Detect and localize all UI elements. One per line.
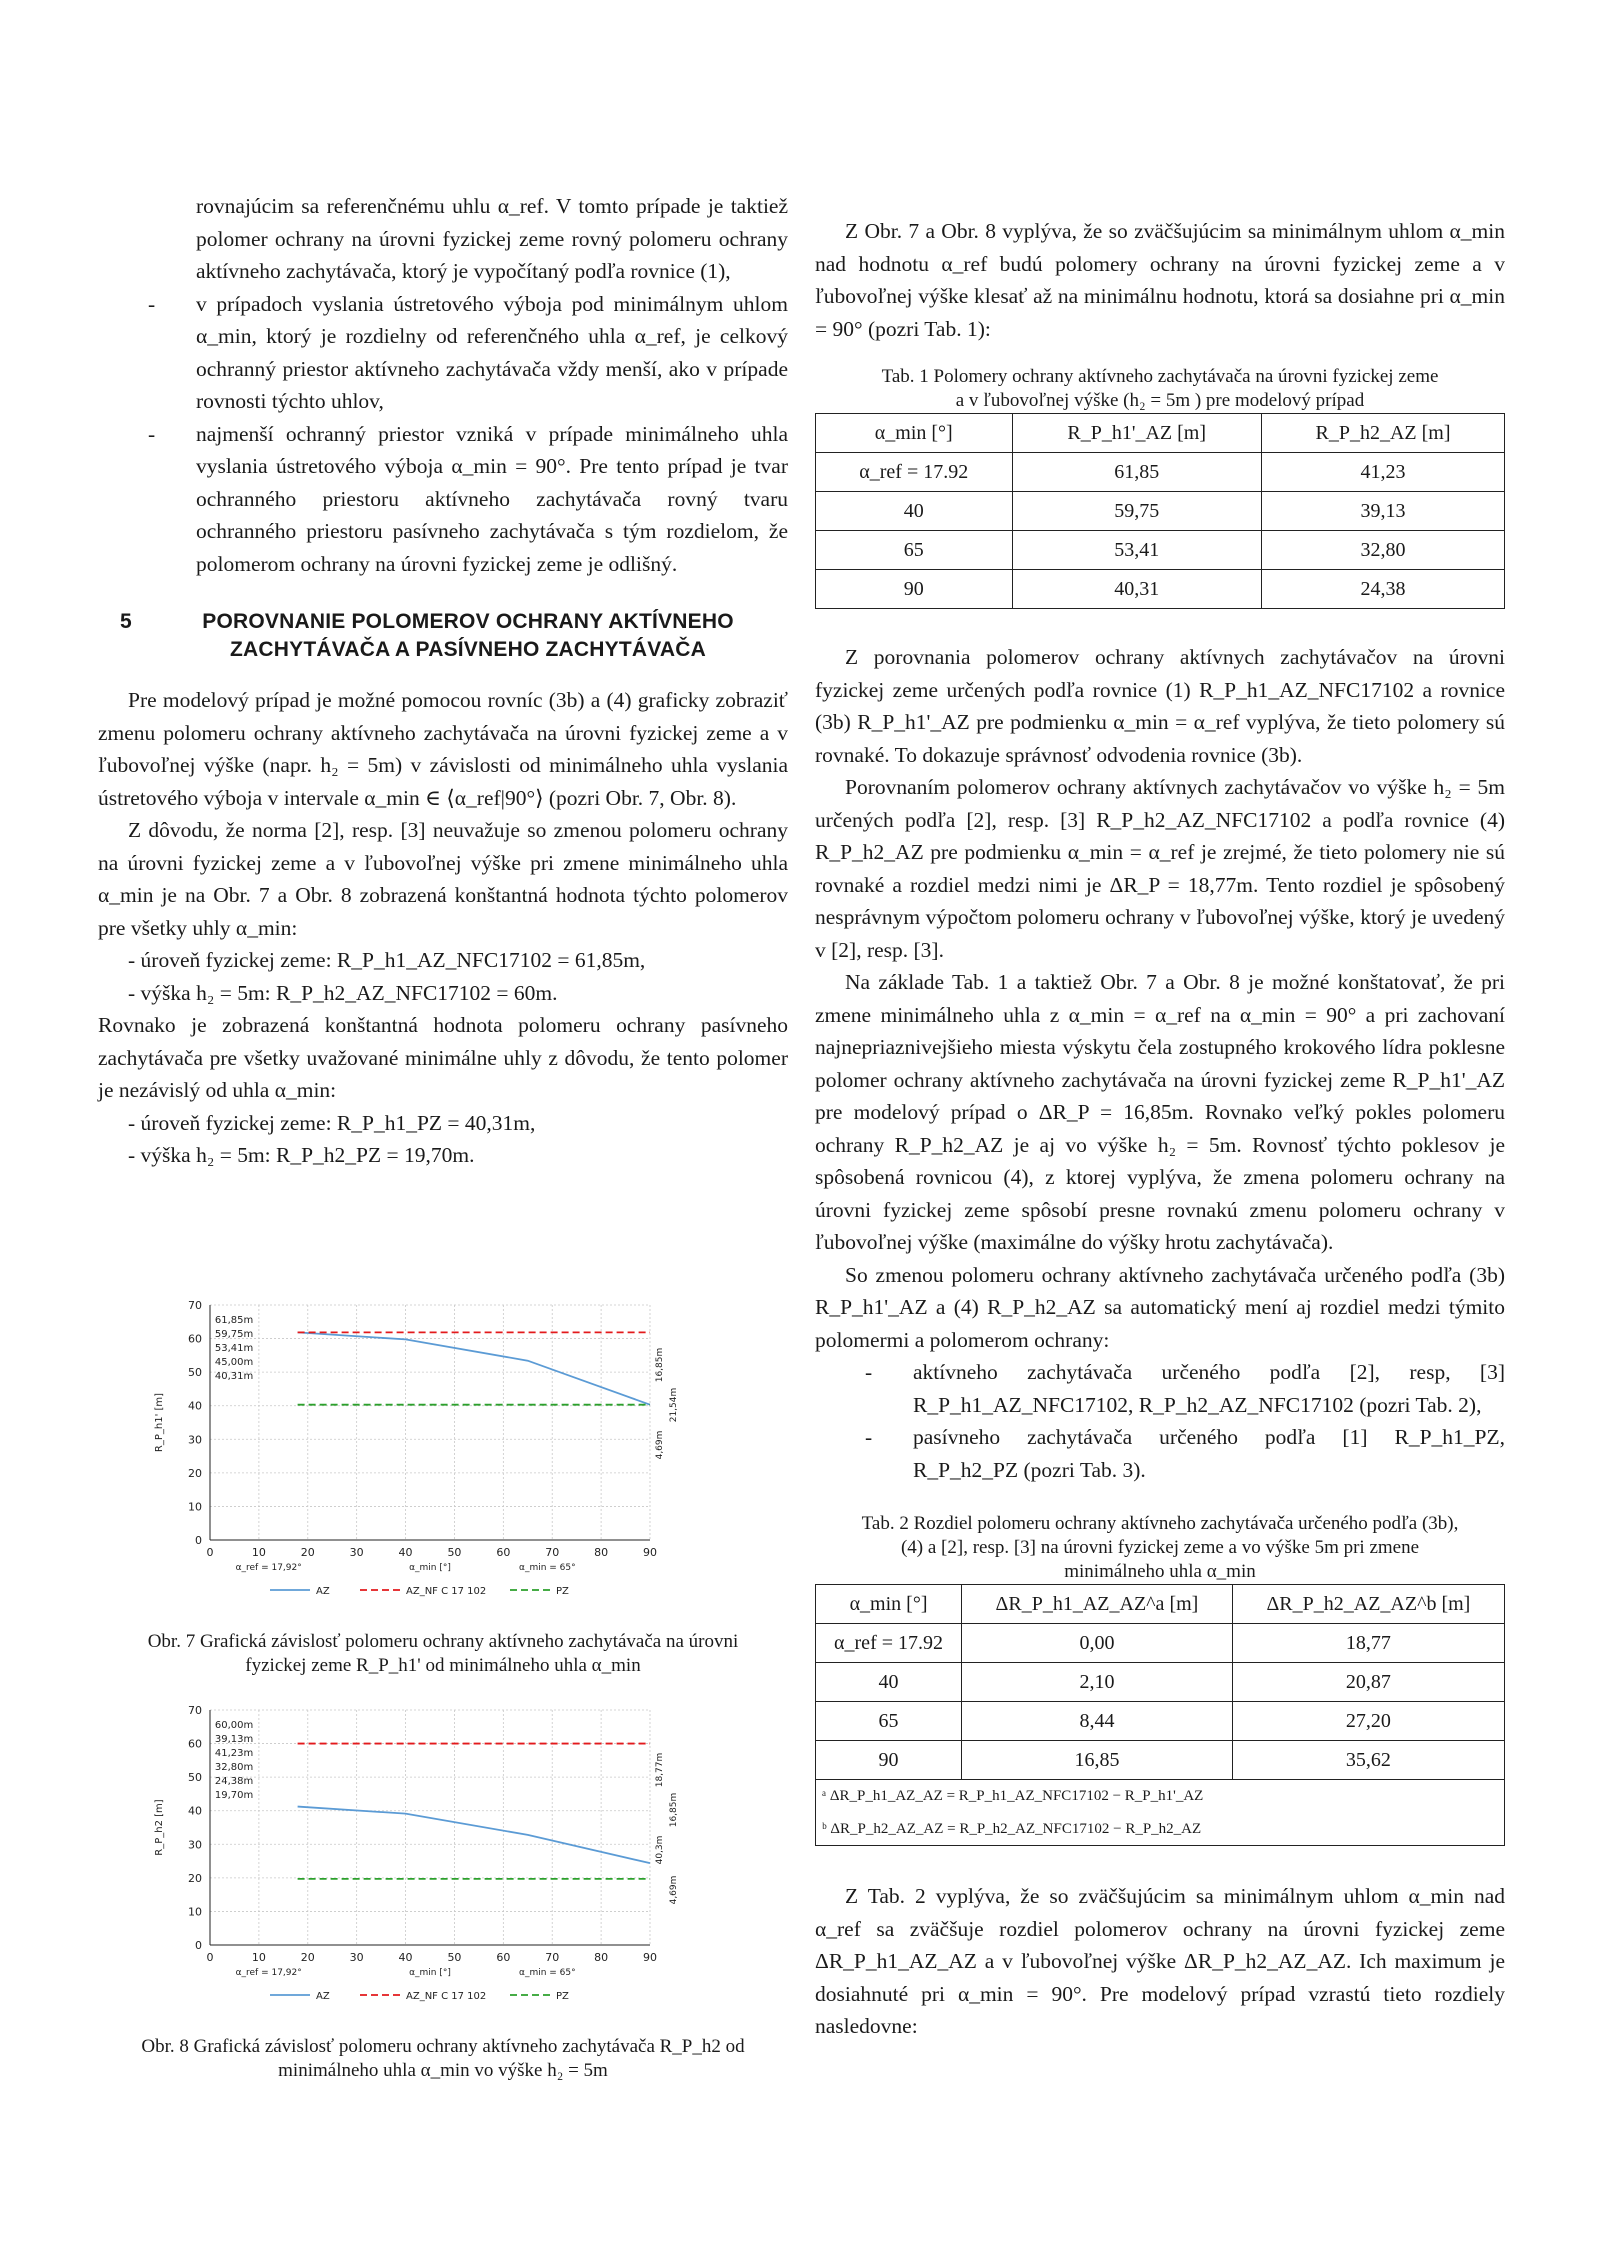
bullet-item bbox=[815, 1356, 1505, 1421]
paragraph: Na základe Tab. 1 a taktiež Obr. 7 a Obr. 8 je možné konštatovať, že pri zmene minimálneho uhla z α_min = α_ref na α_min = 90° a pri zachovaní najnepriaznivejšieho miesta výskytu čela zostupného krokového lídra poklesne polomer ochrany aktívneho zachytávača na úrovni fyzickej zeme R_P_h1'_AZ pre modelový prípad o ΔR_P = 16,85m. Rovnako veľký pokles polomeru ochrany R_P_h2_AZ je aj vo výške h₂ = 5m. Rovnosť týchto poklesov je spôsobená rovnicou (4), z ktorej vyplýva, že zmena polomeru ochrany na úrovni fyzickej zeme spôsobí presne rovnakú zmenu polomeru ochrany v ľubovoľnej výške (maximálne do výšky hrotu zachytávača). bbox=[815, 970, 1505, 1254]
table-1 bbox=[815, 413, 1505, 609]
table-cell: 24,38 bbox=[1261, 570, 1504, 609]
x-annotation: α_ref = 17,92° bbox=[235, 1968, 302, 1978]
table-cell: 20,87 bbox=[1232, 1663, 1504, 1702]
figure-7-caption bbox=[98, 1630, 788, 1678]
value-label: 60,00m bbox=[214, 1720, 254, 1731]
dimension-label: 4,69m bbox=[669, 1875, 679, 1905]
x-tick-label: 30 bbox=[349, 1546, 364, 1559]
table-cell: 40 bbox=[816, 492, 1013, 531]
x-annotation: α_ref = 17,92° bbox=[235, 1563, 302, 1573]
table-footnote: ᵃ ΔR_P_h1_AZ_AZ = R_P_h1_AZ_NFC17102 − R_P_h1'_AZ bbox=[816, 1780, 1505, 1813]
series-line bbox=[298, 1807, 650, 1864]
y-tick-label: 70 bbox=[188, 1299, 202, 1312]
caption-line: minimálneho uhla α_min bbox=[1064, 1561, 1256, 1582]
y-tick-label: 20 bbox=[188, 1466, 202, 1480]
table-cell: 53,41 bbox=[1012, 531, 1261, 570]
bullet-item bbox=[98, 418, 788, 581]
caption-line: (4) a [2], resp. [3] na úrovni fyzickej zeme a vo výške 5m pri zmene bbox=[900, 1537, 1420, 1558]
table-header-row bbox=[816, 1585, 1505, 1624]
caption-line: Tab. 2 Rozdiel polomeru ochrany aktívneho zachytávača určeného podľa (3b), bbox=[861, 1513, 1459, 1534]
dimension-label: 40,3m bbox=[655, 1835, 665, 1865]
y-axis-label: R_P_h2 [m] bbox=[154, 1799, 165, 1856]
table-header-cell: R_P_h2_AZ [m] bbox=[1261, 414, 1504, 453]
x-tick-label: 0 bbox=[206, 1951, 214, 1964]
y-tick-label: 0 bbox=[195, 1939, 202, 1952]
paragraph: Z Tab. 2 vyplýva, že so zväčšujúcim sa minimálnym uhlom α_min nad α_ref sa zväčšuje rozdiel polomerov ochrany na úrovni fyzickej zeme ΔR_P_h1_AZ_AZ a v ľubovoľnej výške ΔR_P_h2_AZ_AZ. Ich maximum je dosiahnuté pri α_min = 90°. Pre modelový prípad vzrastú tieto rozdiely nasledovne: bbox=[815, 1884, 1505, 2038]
y-tick-label: 30 bbox=[188, 1838, 202, 1852]
x-annotation: α_min = 65° bbox=[519, 1968, 576, 1978]
table-cell: 90 bbox=[816, 570, 1013, 609]
section-heading bbox=[98, 608, 788, 670]
x-axis-label: α_min [°] bbox=[409, 1968, 451, 1978]
bullet-item bbox=[815, 1421, 1505, 1486]
table-header-cell: α_min [°] bbox=[816, 1585, 962, 1624]
table-row bbox=[816, 453, 1505, 492]
table-header-cell: ΔR_P_h2_AZ_AZ^b [m] bbox=[1232, 1585, 1504, 1624]
bullet-text: aktívneho zachytávača určeného podľa [2], resp, [3] R_P_h1_AZ_NFC17102, R_P_h2_AZ_NFC17102 (pozri Tab. 2), bbox=[913, 1360, 1505, 1417]
value-label: 53,41m bbox=[214, 1343, 254, 1354]
table-footnote: ᵇ ΔR_P_h2_AZ_AZ = R_P_h2_AZ_NFC17102 − R_P_h2_AZ bbox=[816, 1813, 1505, 1846]
y-tick-label: 10 bbox=[188, 1905, 202, 1919]
legend-label: AZ_NF C 17 102 bbox=[406, 1586, 487, 1597]
y-tick-label: 10 bbox=[188, 1500, 202, 1514]
table-cell: 16,85 bbox=[962, 1741, 1233, 1780]
value-label: 40,31m bbox=[214, 1371, 254, 1382]
figure-8-chart bbox=[140, 1700, 700, 2025]
table-row bbox=[816, 570, 1505, 609]
x-axis-label: α_min [°] bbox=[409, 1563, 451, 1573]
y-tick-label: 30 bbox=[188, 1433, 202, 1447]
equation-line: - výška h₂ = 5m: R_P_h2_AZ_NFC17102 = 60m. bbox=[128, 980, 558, 1005]
value-label: 45,00m bbox=[214, 1357, 254, 1368]
right-column bbox=[815, 190, 1505, 2043]
table-footnote-row bbox=[816, 1780, 1505, 1813]
paragraph: Pre modelový prípad je možné pomocou rovníc (3b) a (4) graficky zobraziť zmenu polomeru ochrany aktívneho zachytávača na úrovni fyzickej zeme a v ľubovoľnej výške (napr. h₂ = 5m) v závislosti od minimálneho uhla vyslania ústretového výboja v intervale α_min ∈ ⟨α_ref|90°⟩ (pozri Obr. 7, Obr. 8). bbox=[98, 688, 788, 810]
table-2 bbox=[815, 1584, 1505, 1846]
x-tick-label: 10 bbox=[251, 1951, 266, 1964]
table-row bbox=[816, 492, 1505, 531]
paragraph: Z Obr. 7 a Obr. 8 vyplýva, že so zväčšujúcim sa minimálnym uhlom α_min nad hodnotu α_ref budú polomery ochrany na úrovni fyzickej zeme a v ľubovoľnej výške klesať až na minimálnu hodnotu, ktorá sa dosiahne pri α_min = 90° (pozri Tab. 1): bbox=[815, 219, 1505, 341]
y-tick-label: 40 bbox=[188, 1804, 202, 1818]
x-tick-label: 20 bbox=[300, 1951, 315, 1964]
legend-label: AZ bbox=[316, 1991, 330, 2002]
bullet-intro-text: rovnajúcim sa referenčnému uhlu α_ref. V tomto prípade je taktiež polomer ochrany na úrovni fyzickej zeme rovný polomeru ochrany aktívneho zachytávača, ktorý je vypočítaný podľa rovnice (1), bbox=[196, 194, 788, 283]
bullet-text: najmenší ochranný priestor vzniká v prípade minimálneho uhla vyslania ústretového výboja α_min = 90°. Pre tento prípad je tvar ochranného priestoru aktívneho zachytávača rovný tvaru ochranného priestoru pasívneho zachytávača s tým rozdielom, že polomerom ochrany na úrovni fyzickej zeme je odlišný. bbox=[196, 421, 788, 576]
bullet-text: pasívneho zachytávača určeného podľa [1] R_P_h1_PZ, R_P_h2_PZ (pozri Tab. 3). bbox=[913, 1425, 1505, 1482]
equation-line: - úroveň fyzickej zeme: R_P_h1_AZ_NFC17102 = 61,85m, bbox=[128, 948, 646, 972]
table-cell: α_ref = 17.92 bbox=[816, 1624, 962, 1663]
table-cell: 65 bbox=[816, 531, 1013, 570]
table-footnote-row bbox=[816, 1813, 1505, 1846]
table-cell: 61,85 bbox=[1012, 453, 1261, 492]
table-row bbox=[816, 1663, 1505, 1702]
caption-line: fyzickej zeme R_P_h1' od minimálneho uhla α_min bbox=[245, 1655, 641, 1676]
x-tick-label: 40 bbox=[398, 1546, 413, 1559]
y-tick-label: 40 bbox=[188, 1399, 202, 1413]
value-label: 39,13m bbox=[214, 1734, 254, 1745]
paragraph: Z porovnania polomerov ochrany aktívnych zachytávačov na úrovni fyzickej zeme určených podľa rovnice (1) R_P_h1_AZ_NFC17102 a rovnice (3b) R_P_h1'_AZ pre podmienku α_min = α_ref vyplýva, že tieto polomery sú rovnaké. To dokazuje správnosť odvodenia rovnice (3b). bbox=[815, 645, 1505, 767]
value-label: 19,70m bbox=[214, 1790, 254, 1801]
x-annotation: α_min = 65° bbox=[519, 1563, 576, 1573]
table-cell: 90 bbox=[816, 1741, 962, 1780]
table-1-caption bbox=[815, 365, 1505, 413]
table-cell: 40 bbox=[816, 1663, 962, 1702]
table-cell: α_ref = 17.92 bbox=[816, 453, 1013, 492]
caption-line: Obr. 7 Grafická závislosť polomeru ochrany aktívneho zachytávača na úrovni bbox=[147, 1631, 739, 1652]
y-tick-label: 50 bbox=[188, 1771, 202, 1785]
table-cell: 8,44 bbox=[962, 1702, 1233, 1741]
x-tick-label: 0 bbox=[206, 1546, 214, 1559]
table-header-cell: α_min [°] bbox=[816, 414, 1013, 453]
table-header-cell: R_P_h1'_AZ [m] bbox=[1012, 414, 1261, 453]
table-row bbox=[816, 531, 1505, 570]
x-tick-label: 60 bbox=[496, 1546, 511, 1559]
caption-line: minimálneho uhla α_min vo výške h₂ = 5m bbox=[278, 2060, 608, 2081]
y-tick-label: 60 bbox=[188, 1332, 202, 1346]
paragraph: Z dôvodu, že norma [2], resp. [3] neuvažuje so zmenou polomeru ochrany na úrovni fyzickej zeme a v ľubovoľnej výške pri zmene minimálneho uhla α_min je na Obr. 7 a Obr. 8 zobrazená konštantná hodnota týchto polomerov pre všetky uhly α_min: bbox=[98, 818, 788, 940]
x-tick-label: 60 bbox=[496, 1951, 511, 1964]
section-title-line-2: ZACHYTÁVAČA A PASÍVNEHO ZACHYTÁVAČA bbox=[229, 638, 706, 661]
bullet-dash: - bbox=[865, 1425, 873, 1449]
value-label: 61,85m bbox=[214, 1315, 254, 1326]
x-tick-label: 90 bbox=[643, 1951, 657, 1964]
value-label: 24,38m bbox=[214, 1776, 254, 1787]
series-line bbox=[298, 1332, 650, 1404]
x-tick-label: 70 bbox=[545, 1951, 560, 1964]
legend-label: AZ_NF C 17 102 bbox=[406, 1991, 487, 2002]
table-row bbox=[816, 1741, 1505, 1780]
dimension-label: 18,77m bbox=[655, 1752, 665, 1788]
equation-line: - úroveň fyzickej zeme: R_P_h1_PZ = 40,31m, bbox=[128, 1110, 536, 1135]
table-header-cell: ΔR_P_h1_AZ_AZ^a [m] bbox=[962, 1585, 1233, 1624]
bullet-dash: - bbox=[865, 1360, 873, 1384]
equation-line: - výška h₂ = 5m: R_P_h2_PZ = 19,70m. bbox=[128, 1143, 475, 1167]
table-cell: 18,77 bbox=[1232, 1624, 1504, 1663]
bullet-dash: - bbox=[148, 421, 156, 446]
x-tick-label: 50 bbox=[447, 1546, 462, 1559]
figure-8-caption bbox=[98, 2035, 788, 2083]
y-tick-label: 0 bbox=[195, 1534, 202, 1547]
table-cell: 40,31 bbox=[1012, 570, 1261, 609]
figure-7-chart bbox=[140, 1295, 700, 1620]
table-cell: 32,80 bbox=[1261, 531, 1504, 570]
y-tick-label: 70 bbox=[188, 1704, 202, 1717]
value-label: 32,80m bbox=[214, 1762, 254, 1773]
table-cell: 59,75 bbox=[1012, 492, 1261, 531]
legend-label: PZ bbox=[556, 1586, 569, 1597]
caption-line: a v ľubovoľnej výške (h₂ = 5m ) pre modelový prípad bbox=[955, 390, 1365, 411]
value-label: 41,23m bbox=[214, 1748, 254, 1759]
table-row bbox=[816, 1702, 1505, 1741]
table-cell: 39,13 bbox=[1261, 492, 1504, 531]
table-cell: 2,10 bbox=[962, 1663, 1233, 1702]
paragraph: Rovnako je zobrazená konštantná hodnota polomeru ochrany pasívneho zachytávača pre všetky uvažované minimálne uhly z dôvodu, že tento polomer je nezávislý od uhla α_min: bbox=[98, 1013, 788, 1102]
table-2-caption bbox=[815, 1512, 1505, 1584]
dimension-label: 21,54m bbox=[669, 1387, 679, 1423]
section-number: 5 bbox=[120, 610, 132, 633]
bullet-item bbox=[98, 288, 788, 418]
paragraph: So zmenou polomeru ochrany aktívneho zachytávača určeného podľa (3b) R_P_h1'_AZ a (4) R_P_h2_AZ sa automatický mení aj rozdiel medzi týmito polomermi a polomerom ochrany: bbox=[815, 1262, 1505, 1352]
table-cell: 41,23 bbox=[1261, 453, 1504, 492]
x-tick-label: 50 bbox=[447, 1951, 462, 1964]
legend-label: AZ bbox=[316, 1586, 330, 1597]
x-tick-label: 90 bbox=[643, 1546, 657, 1559]
caption-line: Obr. 8 Grafická závislosť polomeru ochrany aktívneho zachytávača R_P_h2 od bbox=[141, 2036, 745, 2057]
x-tick-label: 30 bbox=[349, 1951, 364, 1964]
table-cell: 27,20 bbox=[1232, 1702, 1504, 1741]
dimension-label: 4,69m bbox=[655, 1430, 665, 1460]
paragraph: Porovnaním polomerov ochrany aktívnych zachytávačov vo výške h₂ = 5m určených podľa [2], resp. [3] R_P_h2_AZ_NFC17102 a podľa rovnice (4) R_P_h2_AZ pre podmienku α_min = α_ref je zrejmé, že tieto polomery nie sú rovnaké a rozdiel medzi nimi je ΔR_P = 18,77m. Tento rozdiel je spôsobený nesprávnym výpočtom polomeru ochrany v ľubovoľnej výške, ktorý je uvedený v [2], resp. [3]. bbox=[815, 775, 1505, 962]
legend-label: PZ bbox=[556, 1991, 569, 2002]
dimension-label: 16,85m bbox=[655, 1347, 665, 1383]
x-tick-label: 80 bbox=[594, 1951, 609, 1964]
table-cell: 35,62 bbox=[1232, 1741, 1504, 1780]
caption-line: Tab. 1 Polomery ochrany aktívneho zachytávača na úrovni fyzickej zeme bbox=[881, 366, 1439, 387]
table-header-row bbox=[816, 414, 1505, 453]
table-cell: 65 bbox=[816, 1702, 962, 1741]
bullet-dash: - bbox=[148, 291, 156, 316]
section-title-line-1: POROVNANIE POLOMEROV OCHRANY AKTÍVNEHO bbox=[202, 610, 734, 633]
x-tick-label: 20 bbox=[300, 1546, 315, 1559]
y-tick-label: 50 bbox=[188, 1366, 202, 1380]
y-tick-label: 60 bbox=[188, 1737, 202, 1751]
dimension-label: 16,85m bbox=[669, 1792, 679, 1828]
value-label: 59,75m bbox=[214, 1329, 254, 1340]
x-tick-label: 80 bbox=[594, 1546, 609, 1559]
y-tick-label: 20 bbox=[188, 1871, 202, 1885]
bullet-text: v prípadoch vyslania ústretového výboja pod minimálnym uhlom α_min, ktorý je rozdielny od referenčného uhla α_ref, je celkový ochranný priestor aktívneho zachytávača vždy menší, ako v prípade rovnosti týchto uhlov, bbox=[196, 291, 788, 413]
table-row bbox=[816, 1624, 1505, 1663]
x-tick-label: 70 bbox=[545, 1546, 560, 1559]
table-cell: 0,00 bbox=[962, 1624, 1233, 1663]
left-column bbox=[98, 190, 788, 1172]
x-tick-label: 40 bbox=[398, 1951, 413, 1964]
y-axis-label: R_P_h1' [m] bbox=[154, 1392, 165, 1453]
x-tick-label: 10 bbox=[251, 1546, 266, 1559]
